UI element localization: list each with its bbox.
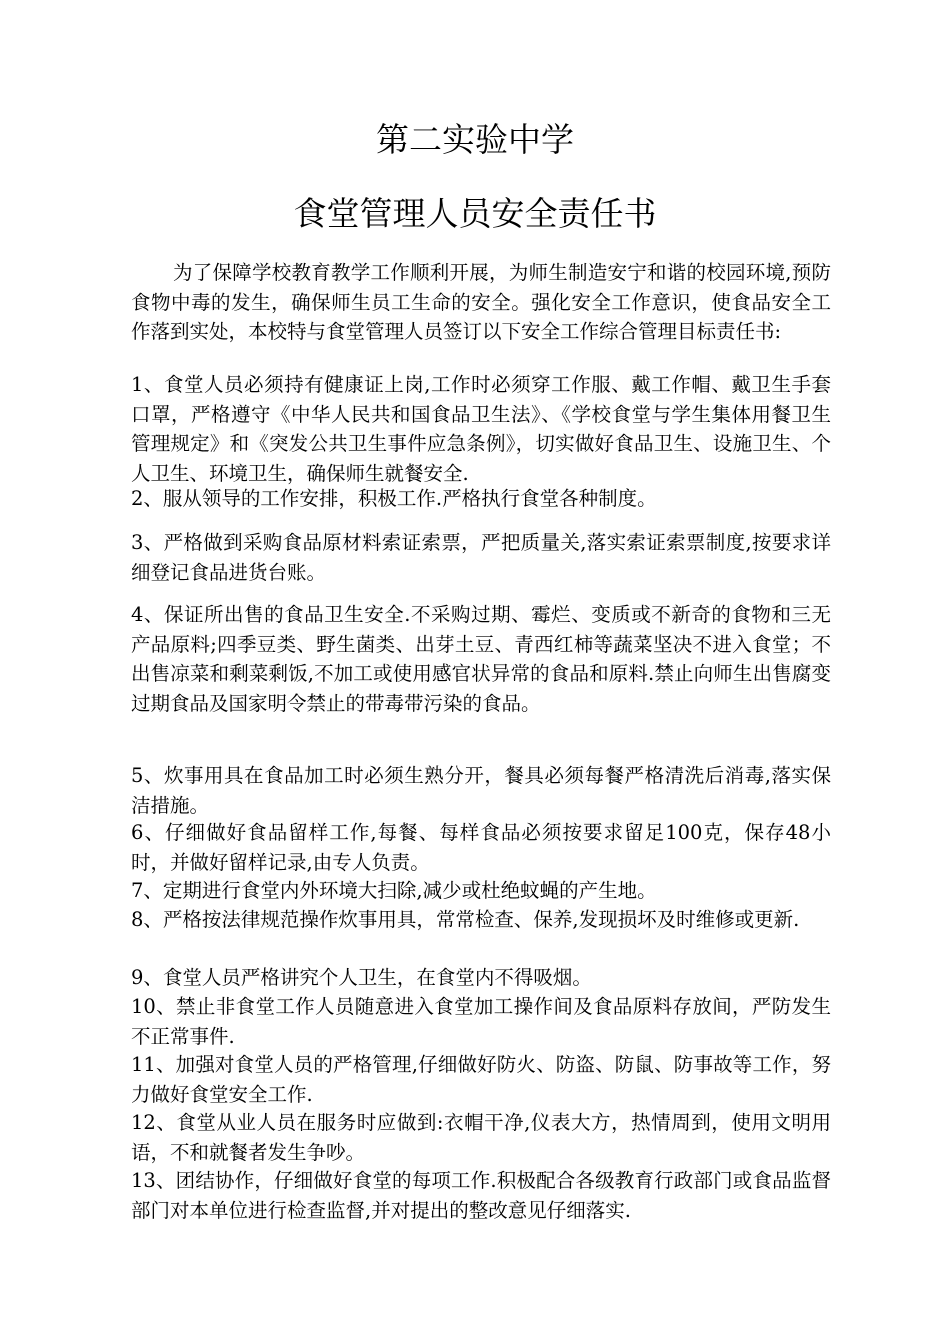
clause-item: 10、禁止非食堂工作人员随意进入食堂加工操作间及食品原料存放间，严防发生不正常事件. [131, 995, 831, 1048]
clause-item: 3、严格做到采购食品原材料索证索票，严把质量关,落实索证索票制度,按要求详细登记食品进货台账。 [131, 531, 831, 584]
clause-item: 9、食堂人员严格讲究个人卫生，在食堂内不得吸烟。 [131, 966, 592, 989]
clause-item: 12、食堂从业人员在服务时应做到:衣帽干净,仪表大方，热情周到，使用文明用语，不和就餐者发生争吵。 [131, 1111, 831, 1164]
school-name: 第二实验中学 [376, 120, 574, 159]
intro-paragraph: 为了保障学校教育教学工作顺利开展，为师生制造安宁和谐的校园环境,预防食物中毒的发生，确保师生员工生命的安全。强化安全工作意识，使食品安全工作落到实处，本校特与食堂管理人员签订以下安全工作综合管理目标责任书: [131, 261, 831, 343]
clause-item: 11、加强对食堂人员的严格管理,仔细做好防火、防盗、防鼠、防事故等工作，努力做好食堂安全工作. [131, 1053, 831, 1106]
document-title: 食堂管理人员安全责任书 [293, 194, 657, 233]
clause-item: 7、定期进行食堂内外环境大扫除,减少或杜绝蚊蝇的产生地。 [131, 879, 657, 902]
clause-item: 13、团结协作，仔细做好食堂的每项工作.积极配合各级教育行政部门或食品监督部门对本单位进行检查监督,并对提出的整改意见仔细落实. [131, 1169, 831, 1222]
clause-item: 5、炊事用具在食品加工时必须生熟分开，餐具必须每餐严格清洗后消毒,落实保洁措施。 [131, 764, 831, 817]
clause-item: 4、保证所出售的食品卫生安全.不采购过期、霉烂、变质或不新奇的食物和三无产品原料;四季豆类、野生菌类、出芽土豆、青西红柿等蔬菜坚决不进入食堂；不出售凉菜和剩菜剩饭,不加工或使用感官状异常的食品和原料.禁止向师生出售腐变过期食品及国家明令禁止的带毒带污染的食品。 [131, 603, 831, 715]
clause-item: 8、严格按法律规范操作炊事用具，常常检查、保养,发现损坏及时维修或更新. [131, 908, 800, 931]
clause-item: 2、服从领导的工作安排，积极工作.严格执行食堂各种制度。 [131, 487, 657, 510]
clause-item: 1、食堂人员必须持有健康证上岗,工作时必须穿工作服、戴工作帽、戴卫生手套口罩，严格遵守《中华人民共和国食品卫生法》、《学校食堂与学生集体用餐卫生管理规定》和《突发公共卫生事件应急条例》，切实做好食品卫生、设施卫生、个人卫生、环境卫生，确保师生就餐安全. [131, 373, 831, 485]
clause-item: 6、仔细做好食品留样工作,每餐、每样食品必须按要求留足100克，保存48小时，并做好留样记录,由专人负责。 [131, 821, 831, 874]
